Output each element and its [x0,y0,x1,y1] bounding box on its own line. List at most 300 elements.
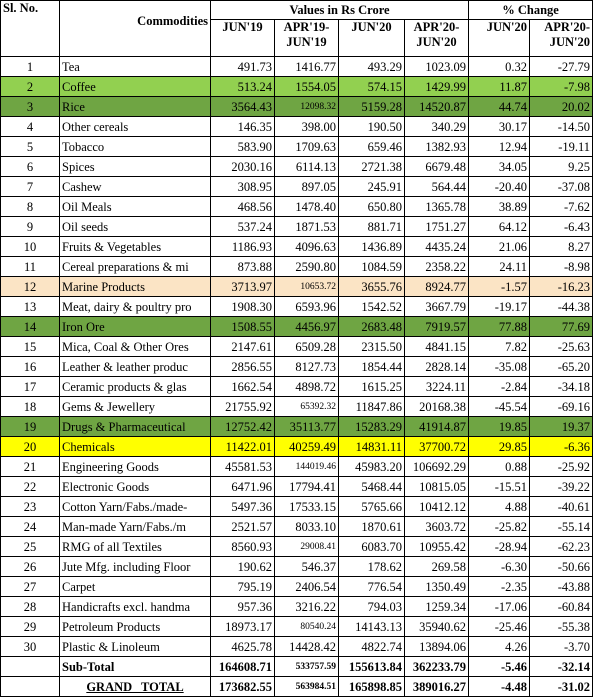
row-no: 18 [1,397,60,417]
row-apr19: 1709.63 [275,137,339,157]
row-pc-apr20: -62.23 [530,537,593,557]
col-jun20-header: JUN'20 [339,20,405,57]
grand-total-row [1,677,593,697]
table-row [1,197,593,217]
row-pc-apr20: -25.63 [530,337,593,357]
row-apr20: 10412.12 [405,497,469,517]
row-pc-jun20: 19.85 [469,417,530,437]
table-row [1,597,593,617]
row-jun20: 14831.11 [339,437,405,457]
row-pc-jun20: 0.88 [469,457,530,477]
table-row [1,257,593,277]
row-pc-apr20: -40.61 [530,497,593,517]
grandtotal-apr19: 563984.51 [275,677,339,697]
row-pc-jun20: -19.17 [469,297,530,317]
row-jun19: 2521.57 [211,517,275,537]
row-pc-apr20: -25.92 [530,457,593,477]
table-row [1,377,593,397]
row-apr19: 144019.46 [275,457,339,477]
row-no: 21 [1,457,60,477]
row-commodity: Coffee [60,77,211,97]
row-jun20: 15283.29 [339,417,405,437]
row-pc-apr20: -50.66 [530,557,593,577]
row-apr19: 6509.28 [275,337,339,357]
row-no: 10 [1,237,60,257]
table-row [1,457,593,477]
row-no: 27 [1,577,60,597]
row-apr19: 2590.80 [275,257,339,277]
grandtotal-jun19: 173682.55 [211,677,275,697]
row-apr20: 564.44 [405,177,469,197]
col-aprjun19-header: APR'19-JUN'19 [275,20,339,57]
table-row [1,297,593,317]
grandtotal-pc-apr20: -31.02 [530,677,593,697]
row-jun19: 8560.93 [211,537,275,557]
table-row [1,157,593,177]
table-row [1,617,593,637]
row-no: 23 [1,497,60,517]
row-jun20: 794.03 [339,597,405,617]
row-apr20: 1751.27 [405,217,469,237]
row-apr20: 3603.72 [405,517,469,537]
col-aprjun20-header: APR'20-JUN'20 [405,20,469,57]
row-jun20: 190.50 [339,117,405,137]
subtotal-no [1,657,60,677]
row-apr19: 29008.41 [275,537,339,557]
table-row [1,437,593,457]
row-commodity: Oil seeds [60,217,211,237]
grandtotal-label: GRAND TOTAL [86,679,184,694]
row-jun19: 537.24 [211,217,275,237]
row-no: 3 [1,97,60,117]
row-apr20: 4841.15 [405,337,469,357]
row-jun19: 1508.55 [211,317,275,337]
subtotal-jun20: 155613.84 [339,657,405,677]
row-pc-jun20: 0.32 [469,57,530,77]
row-pc-jun20: -6.30 [469,557,530,577]
row-jun19: 3713.97 [211,277,275,297]
row-pc-apr20: -34.18 [530,377,593,397]
table-row [1,277,593,297]
row-commodity: Jute Mfg. including Floor [60,557,211,577]
row-no: 19 [1,417,60,437]
row-apr19: 65392.32 [275,397,339,417]
row-pc-apr20: -16.23 [530,277,593,297]
col-pc-aprjun20-header: APR'20-JUN'20 [530,20,593,57]
row-pc-jun20: -20.40 [469,177,530,197]
row-no: 7 [1,177,60,197]
row-apr19: 17533.15 [275,497,339,517]
row-pc-jun20: 21.06 [469,237,530,257]
row-commodity: Handicrafts excl. handma [60,597,211,617]
row-pc-jun20: 12.94 [469,137,530,157]
row-pc-jun20: -35.08 [469,357,530,377]
row-jun19: 12752.42 [211,417,275,437]
row-jun19: 6471.96 [211,477,275,497]
row-apr20: 269.58 [405,557,469,577]
row-apr19: 8033.10 [275,517,339,537]
row-no: 14 [1,317,60,337]
row-pc-apr20: -6.43 [530,217,593,237]
row-commodity: Chemicals [60,437,211,457]
row-jun20: 2683.48 [339,317,405,337]
row-apr19: 1871.53 [275,217,339,237]
row-pc-jun20: -28.94 [469,537,530,557]
row-apr20: 2828.14 [405,357,469,377]
row-pc-apr20: -37.08 [530,177,593,197]
row-commodity: Fruits & Vegetables [60,237,211,257]
table-row [1,117,593,137]
row-no: 28 [1,597,60,617]
row-apr20: 8924.77 [405,277,469,297]
grandtotal-label-cell [60,677,211,697]
row-jun20: 5468.44 [339,477,405,497]
subtotal-apr19: 533757.59 [275,657,339,677]
row-apr19: 10653.72 [275,277,339,297]
row-commodity: Spices [60,157,211,177]
row-pc-jun20: 34.05 [469,157,530,177]
row-jun20: 493.29 [339,57,405,77]
commodities-header: Commodities [60,1,211,57]
grandtotal-apr20: 389016.27 [405,677,469,697]
table-row [1,477,593,497]
row-pc-apr20: 20.02 [530,97,593,117]
row-jun20: 3655.76 [339,277,405,297]
table-row [1,557,593,577]
row-commodity: Other cereals [60,117,211,137]
row-apr20: 14520.87 [405,97,469,117]
table-row [1,77,593,97]
row-pc-jun20: -45.54 [469,397,530,417]
row-jun19: 146.35 [211,117,275,137]
sl-no-header: Sl. No. [1,1,60,57]
row-jun20: 650.80 [339,197,405,217]
row-jun19: 190.62 [211,557,275,577]
row-commodity: Plastic & Linoleum [60,637,211,657]
row-no: 20 [1,437,60,457]
row-commodity: Cotton Yarn/Fabs./made- [60,497,211,517]
row-apr20: 6679.48 [405,157,469,177]
row-jun19: 1662.54 [211,377,275,397]
table-row [1,497,593,517]
table-row [1,637,593,657]
row-commodity: Man-made Yarn/Fabs./m [60,517,211,537]
row-commodity: Petroleum Products [60,617,211,637]
row-jun20: 5765.66 [339,497,405,517]
row-apr19: 4898.72 [275,377,339,397]
row-pc-apr20: -3.70 [530,637,593,657]
row-apr20: 340.29 [405,117,469,137]
row-apr20: 2358.22 [405,257,469,277]
subtotal-pc-apr20: -32.14 [530,657,593,677]
row-apr19: 6593.96 [275,297,339,317]
row-jun20: 2721.38 [339,157,405,177]
row-jun19: 4625.78 [211,637,275,657]
row-pc-jun20: 11.87 [469,77,530,97]
row-jun20: 1436.89 [339,237,405,257]
row-jun20: 574.15 [339,77,405,97]
row-jun19: 21755.92 [211,397,275,417]
row-jun19: 5497.36 [211,497,275,517]
row-no: 2 [1,77,60,97]
row-pc-apr20: -55.14 [530,517,593,537]
row-pc-jun20: -25.46 [469,617,530,637]
row-apr19: 80540.24 [275,617,339,637]
subtotal-jun19: 164608.71 [211,657,275,677]
row-pc-jun20: 24.11 [469,257,530,277]
row-pc-apr20: 9.25 [530,157,593,177]
row-apr20: 1429.99 [405,77,469,97]
row-jun19: 11422.01 [211,437,275,457]
row-jun19: 491.73 [211,57,275,77]
col-pc-jun20-header: JUN'20 [469,20,530,57]
row-apr19: 40259.49 [275,437,339,457]
row-pc-apr20: -7.98 [530,77,593,97]
subtotal-apr20: 362233.79 [405,657,469,677]
row-pc-apr20: -43.88 [530,577,593,597]
commodity-rows [1,57,593,657]
row-pc-jun20: -2.84 [469,377,530,397]
row-commodity: Tea [60,57,211,77]
row-pc-apr20: -19.11 [530,137,593,157]
table-row [1,97,593,117]
row-pc-jun20: 38.89 [469,197,530,217]
row-jun20: 245.91 [339,177,405,197]
row-no: 24 [1,517,60,537]
row-jun20: 1870.61 [339,517,405,537]
row-no: 9 [1,217,60,237]
grandtotal-jun20: 165898.85 [339,677,405,697]
row-commodity: Carpet [60,577,211,597]
row-apr20: 1259.34 [405,597,469,617]
row-no: 22 [1,477,60,497]
row-commodity: Oil Meals [60,197,211,217]
row-apr19: 2406.54 [275,577,339,597]
row-apr20: 1350.49 [405,577,469,597]
row-commodity: Leather & leather produc [60,357,211,377]
row-pc-apr20: -44.38 [530,297,593,317]
row-apr19: 4096.63 [275,237,339,257]
row-no: 25 [1,537,60,557]
row-jun19: 45581.53 [211,457,275,477]
row-pc-apr20: -7.62 [530,197,593,217]
row-apr19: 12098.32 [275,97,339,117]
row-commodity: Iron Ore [60,317,211,337]
row-jun20: 776.54 [339,577,405,597]
row-jun19: 513.24 [211,77,275,97]
grandtotal-no [1,677,60,697]
row-no: 29 [1,617,60,637]
row-apr20: 1023.09 [405,57,469,77]
row-apr19: 8127.73 [275,357,339,377]
table-row [1,317,593,337]
row-apr19: 6114.13 [275,157,339,177]
row-jun20: 659.46 [339,137,405,157]
row-pc-jun20: 29.85 [469,437,530,457]
row-commodity: Cashew [60,177,211,197]
subtotal-row [1,657,593,677]
row-pc-jun20: 64.12 [469,217,530,237]
row-jun20: 2315.50 [339,337,405,357]
row-no: 16 [1,357,60,377]
row-jun19: 2147.61 [211,337,275,357]
row-apr19: 1416.77 [275,57,339,77]
row-apr20: 3667.79 [405,297,469,317]
row-apr19: 398.00 [275,117,339,137]
row-apr19: 35113.77 [275,417,339,437]
row-pc-jun20: 7.82 [469,337,530,357]
row-pc-apr20: -55.38 [530,617,593,637]
row-apr20: 10815.05 [405,477,469,497]
row-commodity: Gems & Jewellery [60,397,211,417]
row-no: 6 [1,157,60,177]
row-jun20: 1615.25 [339,377,405,397]
row-commodity: Ceramic products & glas [60,377,211,397]
row-apr19: 546.37 [275,557,339,577]
row-commodity: Mica, Coal & Other Ores [60,337,211,357]
row-pc-apr20: -60.84 [530,597,593,617]
row-jun20: 11847.86 [339,397,405,417]
row-no: 30 [1,637,60,657]
row-pc-jun20: -25.82 [469,517,530,537]
row-jun19: 873.88 [211,257,275,277]
row-pc-apr20: -8.98 [530,257,593,277]
row-no: 12 [1,277,60,297]
row-jun20: 1542.52 [339,297,405,317]
row-pc-apr20: 19.37 [530,417,593,437]
row-commodity: Engineering Goods [60,457,211,477]
table-row [1,237,593,257]
row-apr19: 1478.40 [275,197,339,217]
row-pc-apr20: 8.27 [530,237,593,257]
row-pc-jun20: -17.06 [469,597,530,617]
table-row [1,217,593,237]
row-jun19: 1908.30 [211,297,275,317]
row-jun20: 5159.28 [339,97,405,117]
row-apr19: 4456.97 [275,317,339,337]
row-no: 4 [1,117,60,137]
row-apr19: 897.05 [275,177,339,197]
row-jun20: 6083.70 [339,537,405,557]
row-no: 15 [1,337,60,357]
table-row [1,137,593,157]
row-jun20: 45983.20 [339,457,405,477]
row-commodity: Marine Products [60,277,211,297]
table-row [1,537,593,557]
row-pc-apr20: -6.36 [530,437,593,457]
row-pc-apr20: -27.79 [530,57,593,77]
row-apr19: 3216.22 [275,597,339,617]
subtotal-pc-jun20: -5.46 [469,657,530,677]
values-group-header: Values in Rs Crore [211,1,469,20]
row-apr20: 13894.06 [405,637,469,657]
row-apr20: 20168.38 [405,397,469,417]
subtotal-label: Sub-Total [60,657,211,677]
row-pc-jun20: 44.74 [469,97,530,117]
row-apr20: 106692.29 [405,457,469,477]
row-jun20: 1854.44 [339,357,405,377]
row-jun19: 957.36 [211,597,275,617]
row-commodity: RMG of all Textiles [60,537,211,557]
row-jun20: 14143.13 [339,617,405,637]
row-apr20: 4435.24 [405,237,469,257]
row-commodity: Drugs & Pharmaceutical [60,417,211,437]
row-jun19: 2856.55 [211,357,275,377]
row-commodity: Cereal preparations & mi [60,257,211,277]
row-apr19: 14428.42 [275,637,339,657]
row-pc-jun20: 4.26 [469,637,530,657]
table-row [1,357,593,377]
row-jun20: 1084.59 [339,257,405,277]
row-no: 26 [1,557,60,577]
row-jun20: 881.71 [339,217,405,237]
table-row [1,577,593,597]
row-no: 5 [1,137,60,157]
row-apr20: 37700.72 [405,437,469,457]
row-apr20: 1382.93 [405,137,469,157]
row-pc-jun20: 30.17 [469,117,530,137]
row-apr20: 3224.11 [405,377,469,397]
table-row [1,57,593,77]
row-pc-jun20: 77.88 [469,317,530,337]
table-row [1,397,593,417]
row-no: 1 [1,57,60,77]
header-row-top [1,1,593,20]
row-apr20: 10955.42 [405,537,469,557]
row-pc-jun20: -1.57 [469,277,530,297]
change-group-header: % Change [469,1,593,20]
row-commodity: Rice [60,97,211,117]
row-commodity: Tobacco [60,137,211,157]
row-apr20: 41914.87 [405,417,469,437]
row-apr20: 35940.62 [405,617,469,637]
row-commodity: Meat, dairy & poultry pro [60,297,211,317]
row-commodity: Electronic Goods [60,477,211,497]
row-jun19: 2030.16 [211,157,275,177]
row-no: 11 [1,257,60,277]
row-apr19: 1554.05 [275,77,339,97]
row-pc-apr20: -14.50 [530,117,593,137]
row-pc-apr20: -39.22 [530,477,593,497]
grandtotal-pc-jun20: -4.48 [469,677,530,697]
row-apr19: 17794.41 [275,477,339,497]
row-jun19: 18973.17 [211,617,275,637]
row-apr20: 7919.57 [405,317,469,337]
table-row [1,417,593,437]
row-jun19: 308.95 [211,177,275,197]
row-no: 8 [1,197,60,217]
row-jun20: 4822.74 [339,637,405,657]
row-pc-jun20: -15.51 [469,477,530,497]
row-pc-jun20: -2.35 [469,577,530,597]
row-pc-apr20: -65.20 [530,357,593,377]
row-jun19: 795.19 [211,577,275,597]
row-jun19: 468.56 [211,197,275,217]
row-jun19: 583.90 [211,137,275,157]
row-pc-jun20: 4.88 [469,497,530,517]
table-row [1,517,593,537]
row-no: 17 [1,377,60,397]
row-jun19: 1186.93 [211,237,275,257]
row-pc-apr20: -69.16 [530,397,593,417]
table-row [1,177,593,197]
row-pc-apr20: 77.69 [530,317,593,337]
row-apr20: 1365.78 [405,197,469,217]
row-jun19: 3564.43 [211,97,275,117]
table-row [1,337,593,357]
row-no: 13 [1,297,60,317]
row-jun20: 178.62 [339,557,405,577]
